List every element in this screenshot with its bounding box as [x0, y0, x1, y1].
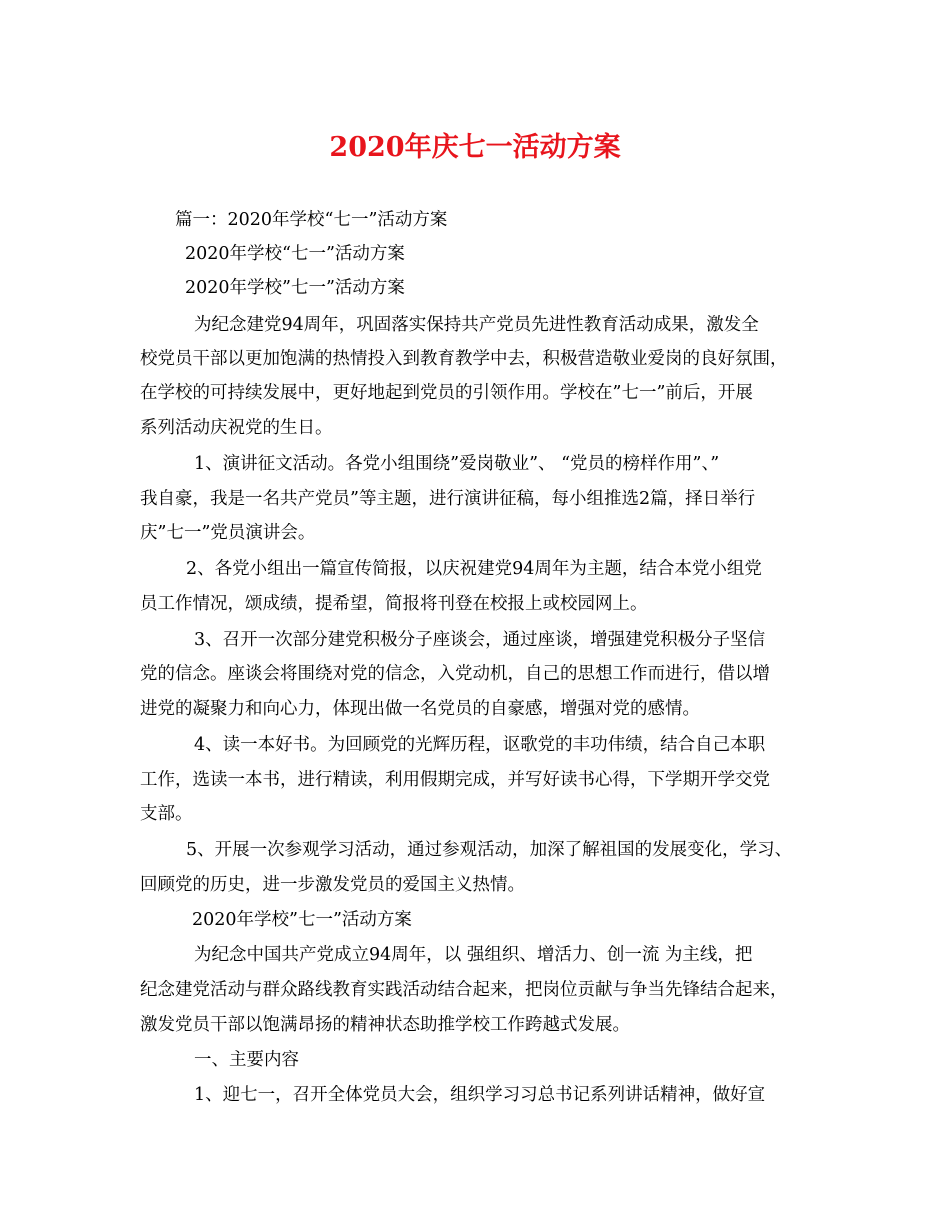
- paragraph-line: 工作，选读一本书，进行精读，利用假期完成，并写好读书心得，下学期开学交党: [140, 770, 770, 790]
- subheading: 2020年学校“七一”活动方案: [185, 244, 405, 264]
- paragraph-line: 为纪念中国共产党成立94周年，以 强组织、增活力、创一流 为主线，把: [194, 945, 753, 965]
- paragraph-line: 庆”七一”党员演讲会。: [140, 523, 316, 543]
- document-title: 2020年庆七一活动方案: [329, 132, 621, 163]
- paragraph-line: 系列活动庆祝党的生日。: [140, 418, 333, 438]
- subheading: 2020年学校”七一”活动方案: [185, 278, 405, 298]
- paragraph-line: 5、开展一次参观学习活动，通过参观活动，加深了解祖国的发展变化，学习、: [186, 840, 793, 860]
- paragraph-line: 员工作情况，颂成绩，提希望，简报将刊登在校报上或校园网上。: [140, 594, 648, 614]
- paragraph-line: 我自豪，我是一名共产党员”等主题，进行演讲征稿，每小组推选2篇，择日举行: [140, 489, 756, 509]
- paragraph-line: 在学校的可持续发展中，更好地起到党员的引领作用。学校在”七一”前后，开展: [140, 383, 753, 403]
- paragraph-line: 进党的凝聚力和向心力，体现出做一名党员的自豪感，增强对党的感情。: [140, 699, 700, 719]
- paragraph-line: 激发党员干部以饱满昂扬的精神状态助推学校工作跨越式发展。: [140, 1015, 630, 1035]
- paragraph-line: 1、演讲征文活动。各党小组围绕”爱岗敬业”、 “党员的榜样作用”、”: [194, 454, 720, 474]
- paragraph-line: 校党员干部以更加饱满的热情投入到教育教学中去，积极营造敬业爱岗的良好氛围，: [140, 349, 788, 369]
- paragraph-line: 1、迎七一，召开全体党员大会，组织学习习总书记系列讲话精神，做好宣: [194, 1085, 766, 1105]
- paragraph-line: 支部。: [140, 804, 193, 824]
- paragraph-line: 4、读一本好书。为回顾党的光辉历程，讴歌党的丰功伟绩，结合自己本职: [194, 735, 766, 755]
- paragraph-line: 党的信念。座谈会将围绕对党的信念，入党动机，自己的思想工作而进行，借以增: [140, 664, 770, 684]
- paragraph-line: 2、各党小组出一篇宣传简报，以庆祝建党94周年为主题，结合本党小组党: [186, 559, 762, 579]
- paragraph-line: 为纪念建党94周年，巩固落实保持共产党员先进性教育活动成果，激发全: [194, 315, 759, 335]
- paragraph-line: 纪念建党活动与群众路线教育实践活动结合起来，把岗位贡献与争当先锋结合起来，: [140, 980, 788, 1000]
- paragraph-line: 3、召开一次部分建党积极分子座谈会，通过座谈，增强建党积极分子坚信: [194, 630, 766, 650]
- section-heading: 篇一：2020年学校“七一”活动方案: [175, 210, 448, 230]
- subheading: 2020年学校”七一”活动方案: [192, 910, 412, 930]
- paragraph-line: 回顾党的历史，进一步激发党员的爱国主义热情。: [140, 875, 525, 895]
- section-heading: 一、主要内容: [194, 1050, 299, 1070]
